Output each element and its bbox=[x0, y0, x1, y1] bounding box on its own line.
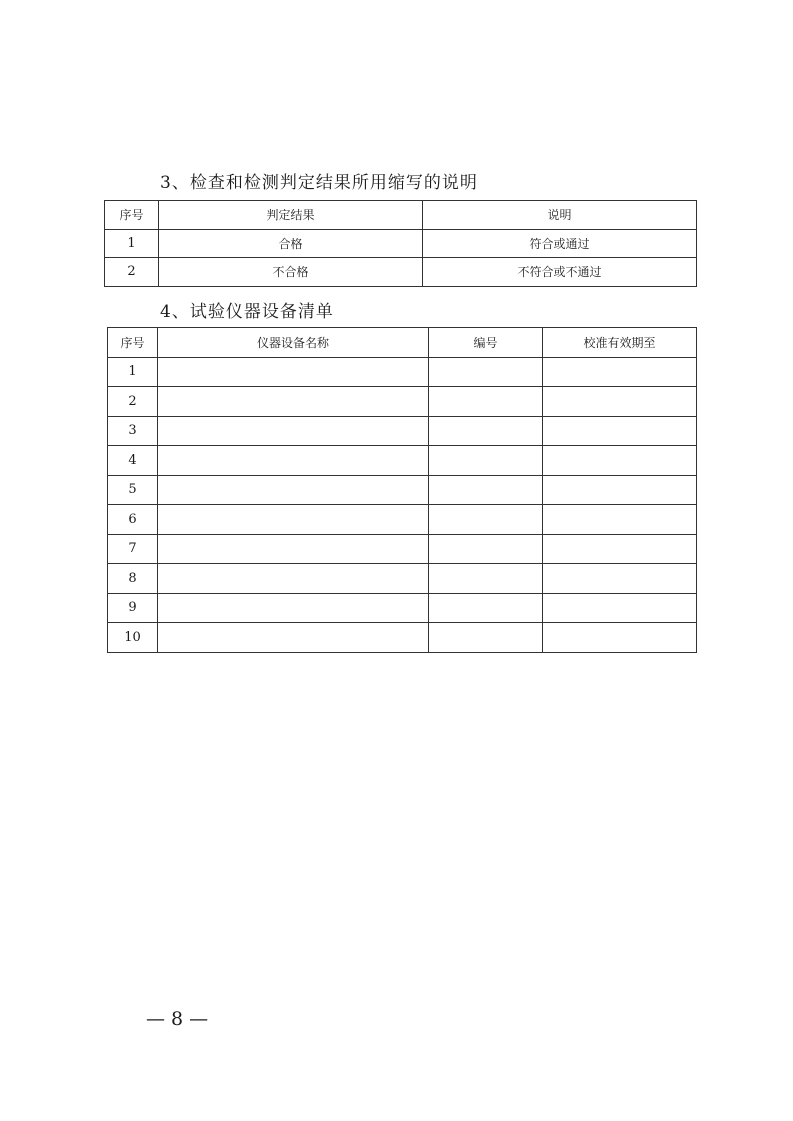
cell-serial-number bbox=[429, 505, 543, 535]
cell-seq: 9 bbox=[108, 593, 158, 623]
section-4-heading: 4、试验仪器设备清单 bbox=[160, 302, 334, 322]
section-3-heading: 3、检查和检测判定结果所用缩写的说明 bbox=[160, 173, 478, 193]
abbreviation-table bbox=[104, 200, 697, 287]
cell-equipment-name bbox=[158, 475, 429, 505]
table-row bbox=[108, 416, 697, 446]
table-row bbox=[108, 446, 697, 476]
table-row bbox=[108, 387, 697, 417]
column-header-result: 判定结果 bbox=[159, 201, 423, 230]
cell-equipment-name bbox=[158, 505, 429, 535]
column-header-calibration-valid-until: 校准有效期至 bbox=[543, 328, 697, 358]
cell-serial-number bbox=[429, 623, 543, 653]
table-row bbox=[108, 593, 697, 623]
cell-equipment-name bbox=[158, 446, 429, 476]
cell-serial-number bbox=[429, 416, 543, 446]
cell-result: 合格 bbox=[159, 229, 423, 258]
table-row bbox=[108, 534, 697, 564]
cell-serial-number bbox=[429, 534, 543, 564]
page-number: — 8 — bbox=[146, 1008, 209, 1030]
cell-calibration-date bbox=[543, 387, 697, 417]
cell-equipment-name bbox=[158, 416, 429, 446]
equipment-list-table bbox=[107, 327, 697, 653]
table-row bbox=[108, 505, 697, 535]
cell-equipment-name bbox=[158, 357, 429, 387]
cell-seq: 6 bbox=[108, 505, 158, 535]
cell-equipment-name bbox=[158, 623, 429, 653]
cell-serial-number bbox=[429, 357, 543, 387]
cell-serial-number bbox=[429, 475, 543, 505]
cell-calibration-date bbox=[543, 357, 697, 387]
cell-calibration-date bbox=[543, 623, 697, 653]
cell-equipment-name bbox=[158, 387, 429, 417]
cell-seq: 4 bbox=[108, 446, 158, 476]
cell-calibration-date bbox=[543, 593, 697, 623]
cell-calibration-date bbox=[543, 564, 697, 594]
table-row bbox=[105, 258, 697, 287]
table-row bbox=[108, 357, 697, 387]
cell-description: 不符合或不通过 bbox=[423, 258, 697, 287]
cell-seq: 8 bbox=[108, 564, 158, 594]
column-header-equipment-name: 仪器设备名称 bbox=[158, 328, 429, 358]
cell-calibration-date bbox=[543, 475, 697, 505]
cell-seq: 5 bbox=[108, 475, 158, 505]
cell-description: 符合或通过 bbox=[423, 229, 697, 258]
cell-seq: 2 bbox=[108, 387, 158, 417]
cell-equipment-name bbox=[158, 534, 429, 564]
cell-seq: 7 bbox=[108, 534, 158, 564]
table-row bbox=[108, 623, 697, 653]
cell-seq: 2 bbox=[105, 258, 159, 287]
cell-equipment-name bbox=[158, 593, 429, 623]
cell-calibration-date bbox=[543, 416, 697, 446]
cell-seq: 1 bbox=[108, 357, 158, 387]
cell-serial-number bbox=[429, 387, 543, 417]
cell-serial-number bbox=[429, 593, 543, 623]
cell-calibration-date bbox=[543, 446, 697, 476]
table-row bbox=[105, 229, 697, 258]
column-header-seq: 序号 bbox=[108, 328, 158, 358]
cell-result: 不合格 bbox=[159, 258, 423, 287]
column-header-seq: 序号 bbox=[105, 201, 159, 230]
cell-equipment-name bbox=[158, 564, 429, 594]
cell-seq: 3 bbox=[108, 416, 158, 446]
table-row bbox=[108, 475, 697, 505]
cell-serial-number bbox=[429, 564, 543, 594]
cell-seq: 10 bbox=[108, 623, 158, 653]
cell-seq: 1 bbox=[105, 229, 159, 258]
table-header-row bbox=[108, 328, 697, 358]
table-header-row bbox=[105, 201, 697, 230]
column-header-description: 说明 bbox=[423, 201, 697, 230]
column-header-serial-number: 编号 bbox=[429, 328, 543, 358]
cell-calibration-date bbox=[543, 534, 697, 564]
cell-calibration-date bbox=[543, 505, 697, 535]
cell-serial-number bbox=[429, 446, 543, 476]
table-row bbox=[108, 564, 697, 594]
